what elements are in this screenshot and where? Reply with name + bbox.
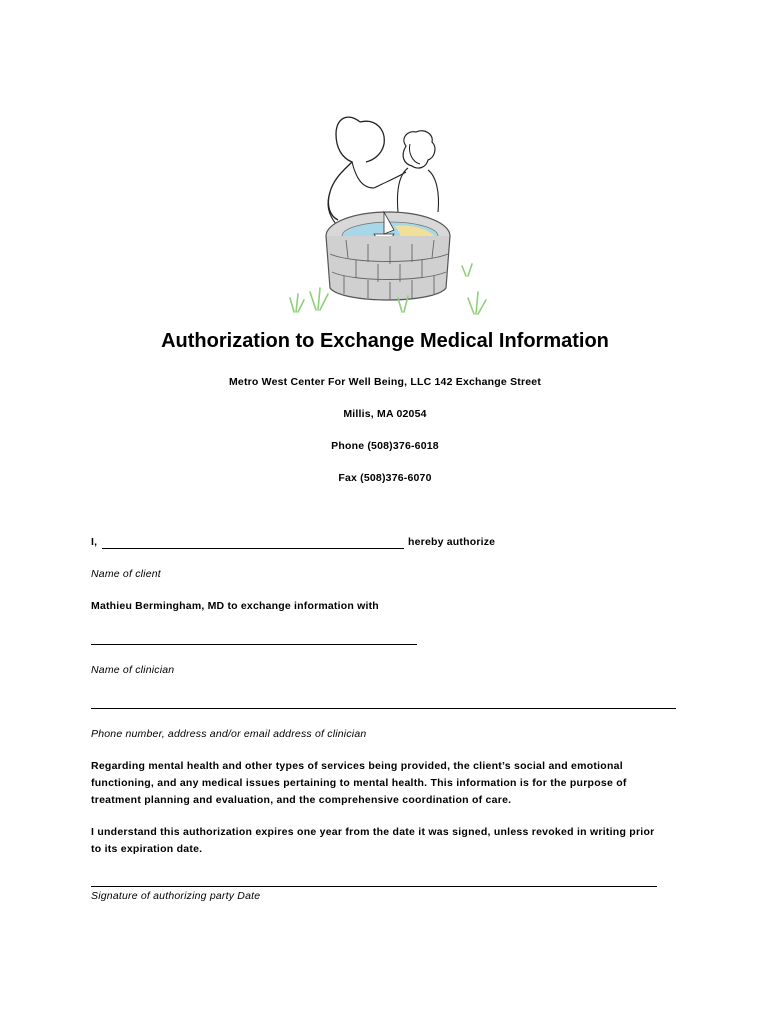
signature-blank[interactable] xyxy=(91,886,657,887)
client-name-label: Name of client xyxy=(91,568,161,580)
scope-paragraph-line: Regarding mental health and other types of services being provided, the client’s social and emotional xyxy=(91,760,623,772)
expiration-paragraph-line: to its expiration date. xyxy=(91,843,203,855)
expiration-paragraph-line: I understand this authorization expires one year from the date it was signed, unless revoked in writing prior xyxy=(91,826,655,838)
scope-paragraph-line: treatment planning and evaluation, and the comprehensive coordination of care. xyxy=(91,794,512,806)
authorize-suffix: hereby authorize xyxy=(408,536,496,548)
clinician-contact-blank[interactable] xyxy=(91,708,676,709)
header-city-line: Millis, MA 02054 xyxy=(343,408,427,420)
clinician-name-label: Name of clinician xyxy=(91,664,175,676)
scope-paragraph xyxy=(91,758,681,809)
well-illustration-logo xyxy=(282,108,496,320)
expiration-paragraph xyxy=(91,824,681,858)
clinician-name-blank[interactable] xyxy=(91,644,417,645)
signature-label: Signature of authorizing party Date xyxy=(91,890,261,902)
clinician-contact-label: Phone number, address and/or email address of clinician xyxy=(91,728,367,740)
header-phone-line: Phone (508)376-6018 xyxy=(331,440,439,452)
document-title: Authorization to Exchange Medical Information xyxy=(161,330,609,352)
client-name-blank[interactable] xyxy=(102,548,404,549)
authorize-prefix: I, xyxy=(91,536,98,548)
scope-paragraph-line: functioning, and any medical issues pertaining to mental health. This information is for the purpose of xyxy=(91,777,627,789)
header-address-line: Metro West Center For Well Being, LLC 142 Exchange Street xyxy=(228,376,542,388)
exchange-line: Mathieu Bermingham, MD to exchange information with xyxy=(91,600,379,612)
header-fax-line: Fax (508)376-6070 xyxy=(338,472,432,484)
